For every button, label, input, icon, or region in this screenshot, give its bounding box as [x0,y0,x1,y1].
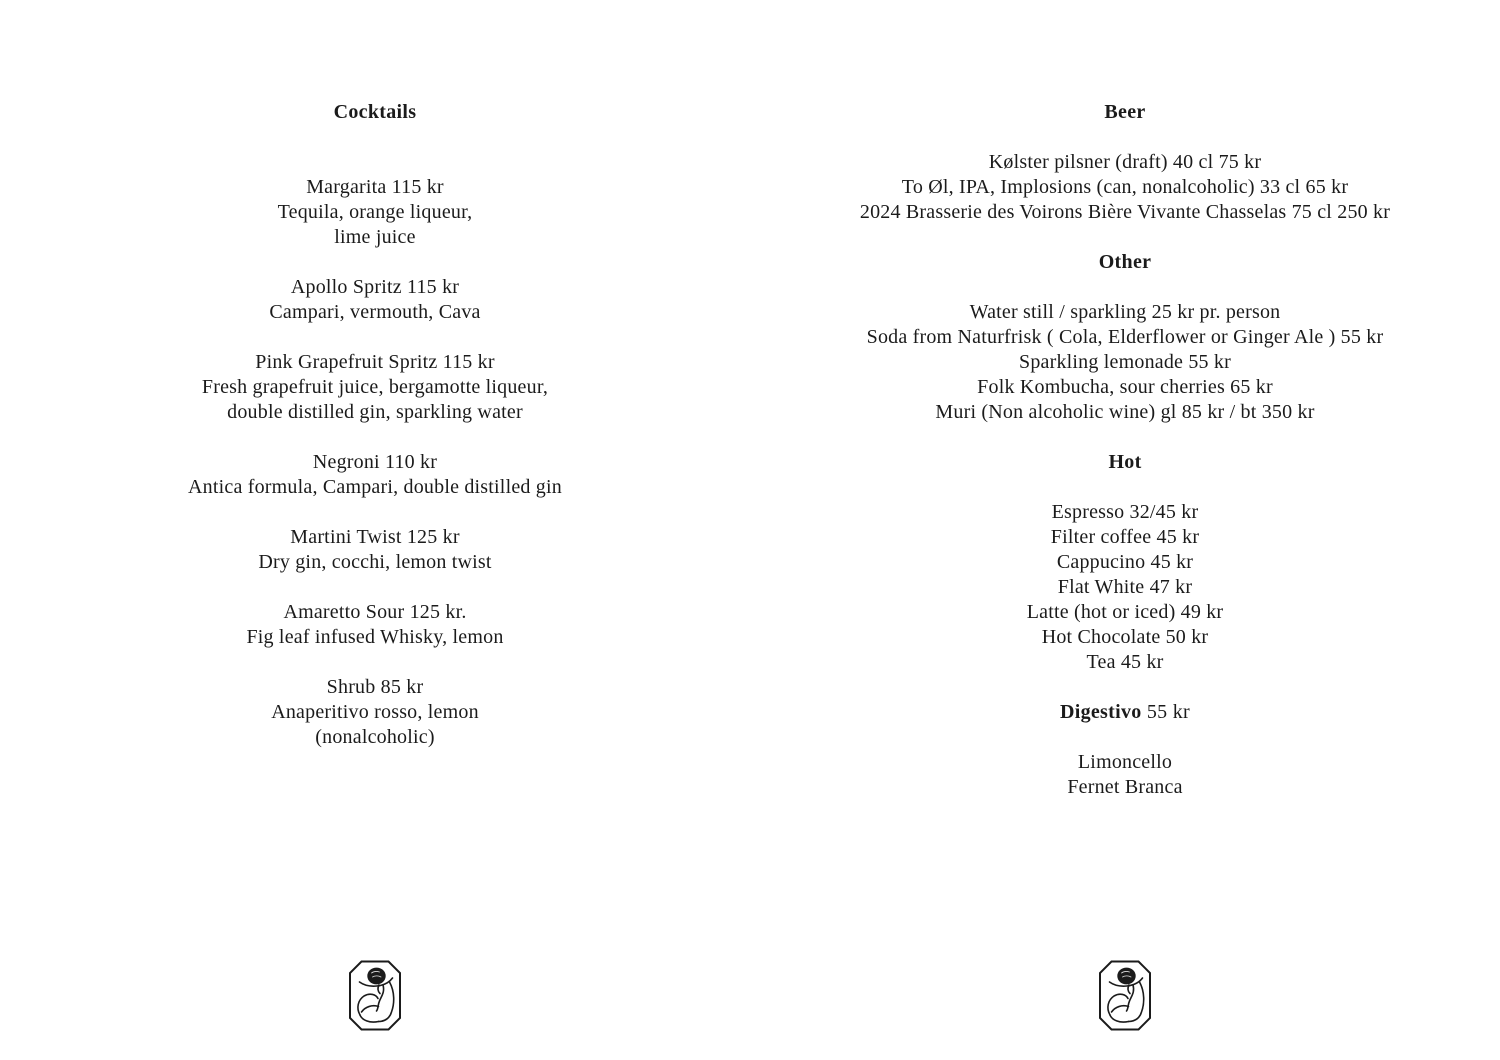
menu-item-group [0,175,750,250]
menu-line: Dry gin, cocchi, lemon twist [258,551,492,573]
section-heading-label: Hot [1108,451,1142,473]
menu-line: Fernet Branca [1067,776,1183,798]
menu-line: Filter coffee 45 kr [1050,526,1200,548]
seated-figure-logo [349,960,402,1031]
menu-line: Anaperitivo rosso, lemon [271,701,479,723]
menu-item-group [750,150,1500,225]
menu-line: Latte (hot or iced) 49 kr [1026,601,1224,623]
menu-line: Apollo Spritz 115 kr [290,276,460,298]
menu-line: Hot Chocolate 50 kr [1041,626,1209,648]
seated-figure-icon [1099,960,1152,1031]
menu-item-group [750,500,1500,675]
section-heading [750,250,1500,275]
seated-figure-logo [1099,960,1152,1031]
menu-item-group [750,750,1500,800]
menu-column-drinks [750,0,1500,1060]
menu-line: (nonalcoholic) [315,726,435,748]
menu-line: Tequila, orange liqueur, [277,201,473,223]
menu-line: Amaretto Sour 125 kr. [283,601,467,623]
menu-section-beer [750,100,1500,225]
menu-line: Muri (Non alcoholic wine) gl 85 kr / bt 350 kr [935,401,1315,423]
menu-line: Antica formula, Campari, double distilled gin [188,476,562,498]
menu-line: Martini Twist 125 kr [290,526,460,548]
menu-line: Soda from Naturfrisk ( Cola, Elderflower or Ginger Ale ) 55 kr [866,326,1384,348]
section-heading [0,100,750,125]
menu-item-group [0,275,750,325]
menu-line: Folk Kombucha, sour cherries 65 kr [977,376,1273,398]
menu-line: Negroni 110 kr [312,451,438,473]
menu-section-digestivo [750,700,1500,800]
section-heading [750,100,1500,125]
menu-line: Kølster pilsner (draft) 40 cl 75 kr [988,151,1262,173]
menu-line: To Øl, IPA, Implosions (can, nonalcoholic) 33 cl 65 kr [901,176,1349,198]
section-heading-suffix: 55 kr [1141,701,1191,723]
menu-line: Tea 45 kr [1086,651,1164,673]
menu-line: Cappucino 45 kr [1056,551,1194,573]
menu-item-group [0,525,750,575]
section-heading [750,700,1500,725]
menu-line: Margarita 115 kr [306,176,444,198]
menu-line: Campari, vermouth, Cava [269,301,481,323]
section-heading [750,450,1500,475]
menu-line: Limoncello [1077,751,1173,773]
menu-item-group [0,350,750,425]
menu-line: Sparkling lemonade 55 kr [1019,351,1231,373]
menu-line: Fresh grapefruit juice, bergamotte liqueur, [201,376,549,398]
menu-line: Espresso 32/45 kr [1051,501,1199,523]
menu-line: 2024 Brasserie des Voirons Bière Vivante Chasselas 75 cl 250 kr [859,201,1391,223]
menu-item-group [0,675,750,750]
menu-section-hot [750,450,1500,675]
menu-section-other [750,250,1500,425]
menu-line: Pink Grapefruit Spritz 115 kr [255,351,495,373]
section-heading-label: Cocktails [333,101,417,123]
menu-line: Shrub 85 kr [326,676,424,698]
menu-line: Fig leaf infused Whisky, lemon [246,626,504,648]
menu-line: Water still / sparkling 25 kr pr. person [969,301,1281,323]
sections-mount-right [750,100,1500,800]
menu-line: lime juice [334,226,416,248]
section-heading-label: Other [1098,251,1152,273]
section-heading-label: Digestivo [1059,701,1142,723]
menu-line: Flat White 47 kr [1057,576,1193,598]
menu-item-group [750,300,1500,425]
menu-line: double distilled gin, sparkling water [227,401,523,423]
menu-section-cocktails [0,100,750,750]
menu-item-group [0,600,750,650]
section-heading-label: Beer [1104,101,1146,123]
menu-item-group [0,450,750,500]
seated-figure-icon [349,960,402,1031]
sections-mount-left [0,100,750,750]
